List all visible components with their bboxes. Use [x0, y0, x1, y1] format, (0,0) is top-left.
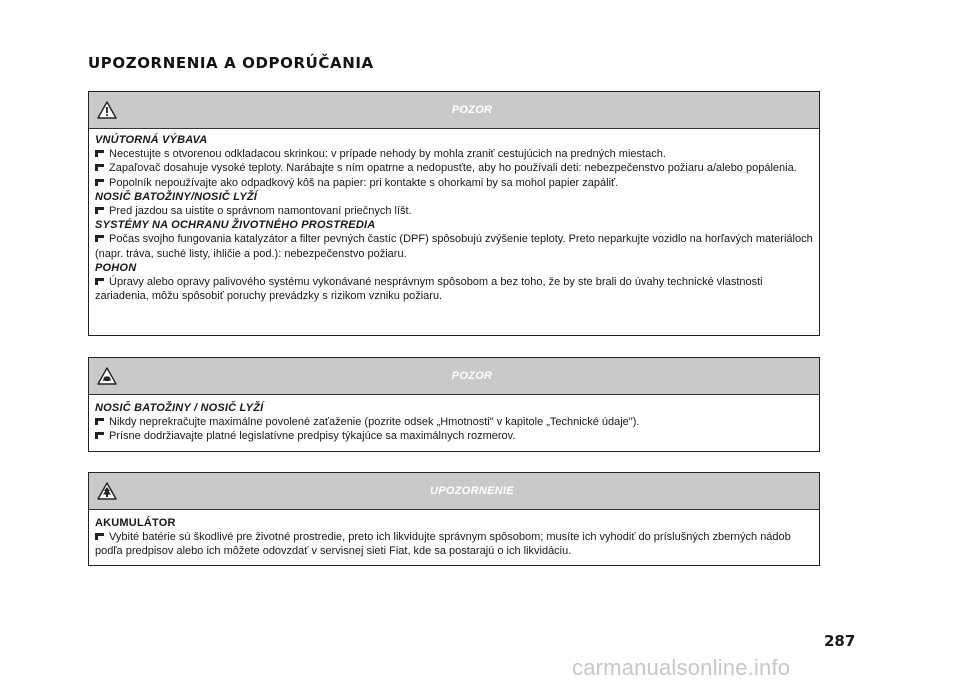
- box-body: [89, 395, 819, 450]
- box-header: [89, 473, 819, 510]
- list-item: Necestujte s otvorenou odkladacou skrinkou: v prípade nehody by mohla zraniť cestujúcich na predných miestach.: [95, 147, 813, 161]
- list-item: Úpravy alebo opravy palivového systému vykonávané nesprávnym spôsobom a bez toho, že by ste brali do úvahy technické vlastnosti zariadenia, môžu spôsobiť poruchy prevádzky s rizikom vzniku požiaru.: [95, 276, 763, 303]
- warning-box-roof-rack: [88, 357, 820, 452]
- list-item: Popolník nepoužívajte ako odpadkový kôš na papier: pri kontakte s ohorkami by sa mohol papier zapáliť.: [95, 176, 813, 190]
- list-item: Prísne dodržiavajte platné legislatívne predpisy týkajúce sa maximálnych rozmerov.: [95, 429, 813, 443]
- list-item: Vybité batérie sú škodlivé pre životné prostredie, preto ich likvidujte správnym spôsobom; musíte ich vyhodiť do príslušných zberných nádob podľa predpisov alebo ich môžete odovzdať v servisnej sieti Fiat, kde sa postarajú o ich likvidáciu.: [95, 531, 791, 558]
- bullet-icon: [95, 418, 104, 425]
- tree-environment-icon: [89, 473, 125, 509]
- bullet-icon: [95, 432, 104, 439]
- list-item: Počas svojho fungovania katalyzátor a filter pevných častíc (DPF) spôsobujú zvýšenie teploty. Preto neparkujte vozidlo na horľavých materiáloch (napr. tráva, suché listy, ihličie a pod.): nebezpečenstvo požiaru.: [95, 233, 813, 260]
- box-body: [89, 510, 819, 565]
- box-header-title: POZOR: [451, 104, 493, 116]
- section-title: POHON: [95, 261, 137, 274]
- section-title: NOSIČ BATOŽINY/NOSIČ LYŽÍ: [95, 190, 258, 203]
- page-title: UPOZORNENIA A ODPORÚČANIA: [88, 54, 374, 72]
- bullet-icon: [95, 533, 104, 540]
- bullet-icon: [95, 164, 104, 171]
- box-header: [89, 358, 819, 395]
- watermark: carmanualsonline.info: [572, 655, 791, 680]
- car-warning-icon: [89, 358, 125, 394]
- box-body: [89, 129, 819, 309]
- section-title: SYSTÉMY NA OCHRANU ŽIVOTNÉHO PROSTREDIA: [95, 219, 376, 232]
- section-title: AKUMULÁTOR: [95, 517, 176, 529]
- bullet-icon: [95, 179, 104, 186]
- bullet-icon: [95, 207, 104, 214]
- warning-box-interior: [88, 91, 820, 336]
- bullet-icon: [95, 150, 104, 157]
- section-title: NOSIČ BATOŽINY / NOSIČ LYŽÍ: [95, 402, 264, 414]
- notice-box-battery: [88, 472, 820, 566]
- warning-triangle-icon: [89, 92, 125, 128]
- list-item: Nikdy neprekračujte maximálne povolené zaťaženie (pozrite odsek „Hmotnosti" v kapitole „Technické údaje").: [95, 415, 813, 429]
- bullet-icon: [95, 278, 104, 285]
- list-item: Zapaľovač dosahuje vysoké teploty. Narábajte s ním opatrne a nedopusťte, aby ho používali deti: nebezpečenstvo požiaru a/alebo popálenia.: [95, 161, 813, 175]
- box-header-title: POZOR: [451, 370, 493, 382]
- box-header: [89, 92, 819, 129]
- section-title: VNÚTORNÁ VÝBAVA: [95, 134, 208, 146]
- bullet-icon: [95, 235, 104, 242]
- list-item: Pred jazdou sa uistite o správnom namontovaní priečnych líšt.: [95, 204, 813, 218]
- page-number: 287: [824, 632, 856, 650]
- box-header-title: UPOZORNENIE: [430, 485, 514, 497]
